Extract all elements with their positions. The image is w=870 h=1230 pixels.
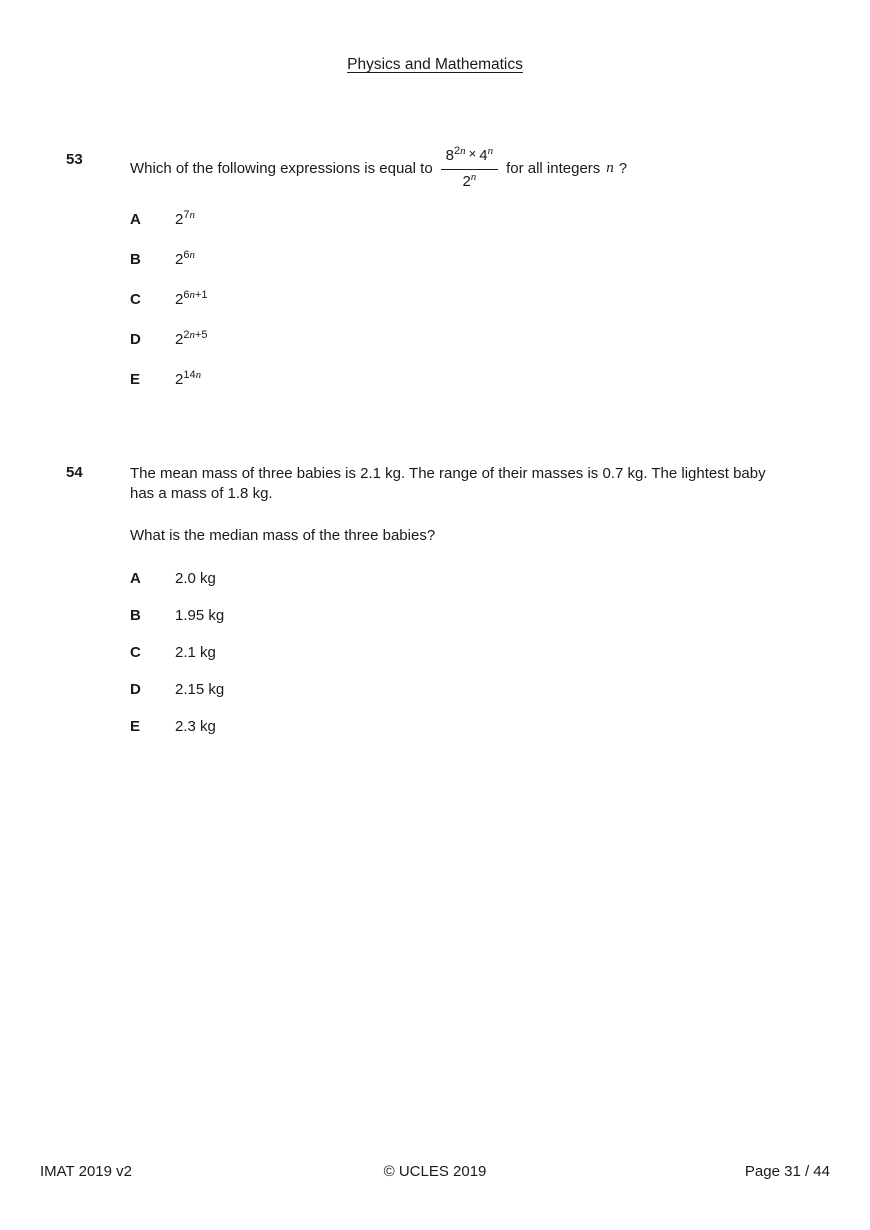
question-body [130,142,830,410]
question-prompt: What is the median mass of the three babies? [130,527,436,544]
footer-exam-version: IMAT 2019 v2 [40,1163,132,1180]
option-row-b [130,607,830,629]
page-footer [40,1163,830,1180]
exp-tail: +5 [194,329,208,341]
option-letter: D [130,680,141,698]
option-letter: A [130,211,141,228]
stem-suffix: for all integers [506,159,601,177]
exp-digits: 2 [183,329,190,341]
fraction-numerator [441,145,498,170]
question-53 [66,142,830,410]
option-value: 2.0 kg [175,569,216,587]
stem-var: n [606,159,614,176]
fraction-denominator [462,170,476,192]
option-letter: B [130,606,141,624]
math-base: 4 [479,146,488,164]
math-base: 2 [175,331,184,348]
options-list [130,570,830,740]
option-row-e [130,370,830,393]
exp-digits: 7 [183,209,190,221]
question-body [130,464,830,755]
stem-prefix: Which of the following expressions is equal to [130,159,433,177]
option-value [175,290,208,308]
option-row-c [130,644,830,666]
option-letter: C [130,291,141,308]
exp-var: n [195,369,202,381]
exp-tail: +1 [194,289,208,301]
exp-var: n [189,249,195,261]
option-letter: E [130,371,141,388]
option-value [175,330,208,348]
stem-question-mark: ? [618,159,628,177]
exp-var: n [460,144,466,157]
exp-var: n [189,329,195,341]
option-value: 2.3 kg [175,717,216,735]
math-base: 2 [175,291,184,308]
option-row-a [130,210,830,233]
math-fraction [441,145,498,192]
exp-digits: 2 [454,144,461,157]
option-value [175,210,195,228]
math-base: 2 [175,371,184,388]
option-value [175,250,195,268]
option-row-d [130,330,830,353]
option-row-d [130,681,830,703]
question-54 [66,464,830,755]
math-exponent [183,209,195,221]
page-title: Physics and Mathematics [347,56,523,73]
math-exponent [454,145,466,157]
options-list [130,210,830,393]
math-exponent [183,249,195,261]
exp-var: n [189,209,195,221]
section-header [0,56,870,74]
option-value: 2.1 kg [175,643,216,661]
exp-digits: 14 [183,369,196,381]
exp-digits: 6 [183,289,190,301]
exp-var: n [189,289,195,301]
option-row-e [130,718,830,740]
math-base: 2 [175,251,184,268]
math-exponent [183,369,201,381]
exp-var: n [470,170,477,183]
math-base: 8 [445,146,455,164]
question-stem [130,142,830,194]
math-exponent [183,329,207,341]
question-number: 53 [66,151,83,168]
footer-page-number: Page 31 / 44 [744,1163,830,1180]
math-base: 2 [175,211,184,228]
stem-line-2: has a mass of 1.8 kg. [130,484,273,502]
option-row-b [130,250,830,273]
option-value: 1.95 kg [175,606,225,624]
option-letter: D [130,331,141,348]
question-number: 54 [66,464,83,481]
multiply-sign: × [468,145,477,161]
math-base: 2 [462,172,471,190]
stem-line-1: The mean mass of three babies is 2.1 kg. The range of their masses is 0.7 kg. The lightest baby [130,465,766,482]
option-row-c [130,290,830,313]
footer-copyright: © UCLES 2019 [383,1163,487,1180]
math-exponent [183,289,207,301]
option-letter: E [130,717,141,735]
exp-var: n [487,144,494,157]
option-letter: B [130,251,141,268]
option-value: 2.15 kg [175,680,225,698]
option-row-a [130,570,830,592]
option-value [175,370,201,388]
exp-digits: 6 [183,249,190,261]
option-letter: A [130,569,141,587]
option-letter: C [130,643,141,661]
